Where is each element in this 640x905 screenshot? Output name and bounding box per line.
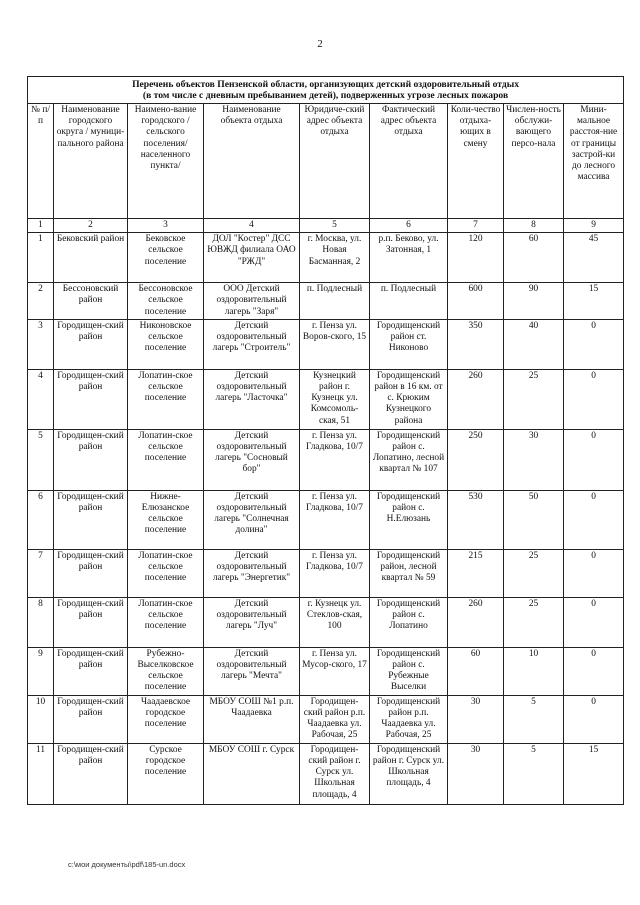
table-cell: 9: [28, 647, 54, 695]
table-cell: Городищен-ский район: [54, 743, 128, 804]
table-cell: 260: [448, 597, 504, 647]
table-cell: 25: [504, 369, 564, 429]
table-cell: Городищенский район г. Сурск ул. Школьная площадь, 4: [370, 743, 448, 804]
header-cell: Наимено-вание городского / сельского поселения/ населенного пункта/: [128, 104, 204, 219]
table-cell: Бековский район: [54, 233, 128, 283]
table-cell: Детский оздоровительный лагерь "Ласточка": [204, 369, 300, 429]
table-row: [28, 319, 624, 369]
table-cell: 0: [564, 490, 624, 549]
table-cell: Городищенский район с. Лопатино: [370, 597, 448, 647]
table-row: [28, 743, 624, 804]
table-cell: Рубежно-Выселковское сельское поселение: [128, 647, 204, 695]
table-cell: 0: [564, 647, 624, 695]
table-cell: Городищен-ский район: [54, 490, 128, 549]
table-cell: Городищен-ский район г. Сурск ул. Школьная площадь, 4: [300, 743, 370, 804]
table-cell: Городищен-ский район: [54, 369, 128, 429]
table-cell: 530: [448, 490, 504, 549]
table-cell: 60: [448, 647, 504, 695]
table-cell: 60: [504, 233, 564, 283]
table-cell: Никоновское сельское поселение: [128, 319, 204, 369]
table-cell: 6: [28, 490, 54, 549]
table-cell: МБОУ СОШ №1 р.п. Чаадаевка: [204, 695, 300, 743]
table-cell: Лопатин-ское сельское поселение: [128, 597, 204, 647]
table-cell: 5: [504, 695, 564, 743]
table-cell: п. Подлесный: [300, 283, 370, 320]
column-number: 4: [204, 219, 300, 233]
table-row: [28, 647, 624, 695]
table-cell: 0: [564, 319, 624, 369]
table-cell: 25: [504, 597, 564, 647]
table-cell: 3: [28, 319, 54, 369]
header-cell: Коли-чество отдыха-ющих в смену: [448, 104, 504, 219]
table-cell: 30: [504, 429, 564, 490]
table-row: [28, 490, 624, 549]
table-cell: Городищенский район с. Н.Елюзань: [370, 490, 448, 549]
table-cell: Нижне-Елюзанское сельское поселение: [128, 490, 204, 549]
table-cell: Чаадаевское городское поселение: [128, 695, 204, 743]
table-cell: Лопатин-ское сельское поселение: [128, 549, 204, 597]
table-cell: 30: [448, 695, 504, 743]
table-cell: 600: [448, 283, 504, 320]
table-cell: г. Пенза ул. Гладкова, 10/7: [300, 549, 370, 597]
table-cell: ООО Детский оздоровительный лагерь "Заря": [204, 283, 300, 320]
table-cell: 250: [448, 429, 504, 490]
table-row: [28, 283, 624, 320]
table-cell: 10: [28, 695, 54, 743]
table-cell: Детский оздоровительный лагерь "Солнечная долина": [204, 490, 300, 549]
table-cell: Кузнецкий район г. Кузнецк ул. Комсомоль-ская, 51: [300, 369, 370, 429]
table-cell: Детский оздоровительный лагерь "Луч": [204, 597, 300, 647]
column-number: 9: [564, 219, 624, 233]
table-cell: 2: [28, 283, 54, 320]
table-row: [28, 695, 624, 743]
table-cell: Городищенский район р.п. Чаадаевка ул. Рабочая, 25: [370, 695, 448, 743]
table-cell: 11: [28, 743, 54, 804]
table-row: [28, 597, 624, 647]
column-number: 2: [54, 219, 128, 233]
table-cell: 15: [564, 283, 624, 320]
header-cell: № п/п: [28, 104, 54, 219]
table-title: [28, 77, 624, 104]
table-cell: 350: [448, 319, 504, 369]
table-cell: МБОУ СОШ г. Сурск: [204, 743, 300, 804]
table-title-line2: (в том числе с дневным пребыванием детей), подверженных угрозе лесных пожаров: [142, 90, 509, 101]
column-number: 8: [504, 219, 564, 233]
table-cell: 40: [504, 319, 564, 369]
table-cell: Городищен-ский район: [54, 647, 128, 695]
table-cell: 0: [564, 429, 624, 490]
table-cell: 5: [28, 429, 54, 490]
column-number: 1: [28, 219, 54, 233]
table-cell: 8: [28, 597, 54, 647]
table-cell: 5: [504, 743, 564, 804]
table-cell: Городищен-ский район р.п. Чаадаевка ул. Рабочая, 25: [300, 695, 370, 743]
table-cell: р.п. Беково, ул. Затонная, 1: [370, 233, 448, 283]
table-cell: Лопатин-ское сельское поселение: [128, 369, 204, 429]
header-cell: Юридиче-ский адрес объекта отдыха: [300, 104, 370, 219]
table-cell: г. Пенза ул. Гладкова, 10/7: [300, 429, 370, 490]
table-cell: 10: [504, 647, 564, 695]
table-row: [28, 549, 624, 597]
page-number: 2: [317, 38, 323, 50]
table-cell: Городищенский район с. Рубежные Выселки: [370, 647, 448, 695]
table-cell: 25: [504, 549, 564, 597]
table-cell: Городищенский район с. Лопатино, лесной квартал № 107: [370, 429, 448, 490]
table-cell: Бессоновский район: [54, 283, 128, 320]
table-cell: 30: [448, 743, 504, 804]
table-cell: 7: [28, 549, 54, 597]
table-cell: 0: [564, 695, 624, 743]
table-cell: Городищен-ский район: [54, 319, 128, 369]
header-cell: Наименование объекта отдыха: [204, 104, 300, 219]
table-title-row: [28, 77, 624, 104]
table-cell: ДОЛ "Костер" ДСС ЮВЖД филиала ОАО "РЖД": [204, 233, 300, 283]
table-cell: 260: [448, 369, 504, 429]
objects-table: [27, 76, 624, 805]
table-cell: Детский оздоровительный лагерь "Строитель": [204, 319, 300, 369]
table-cell: 0: [564, 549, 624, 597]
table-cell: Бековское сельское поселение: [128, 233, 204, 283]
table-cell: Городищен-ский район: [54, 549, 128, 597]
table-cell: Городищен-ский район: [54, 429, 128, 490]
table-title-line1: Перечень объектов Пензенской области, организующих детский оздоровительный отдых: [132, 79, 519, 90]
table-cell: Детский оздоровительный лагерь "Мечта": [204, 647, 300, 695]
table-cell: Городищенский район ст. Никоново: [370, 319, 448, 369]
header-cell: Наименование городского округа / муници-пального района: [54, 104, 128, 219]
table-cell: Детский оздоровительный лагерь "Сосновый бор": [204, 429, 300, 490]
table-cell: г. Кузнецк ул. Стеклов-ская, 100: [300, 597, 370, 647]
table-cell: 0: [564, 369, 624, 429]
table-row: [28, 429, 624, 490]
table-cell: Лопатин-ское сельское поселение: [128, 429, 204, 490]
table-cell: Детский оздоровительный лагерь "Энергетик": [204, 549, 300, 597]
table-cell: п. Подлесный: [370, 283, 448, 320]
file-path-footer: c:\мои документы\pdf\185-un.docx: [68, 860, 186, 869]
table-cell: г. Пенза ул. Гладкова, 10/7: [300, 490, 370, 549]
table-row: [28, 233, 624, 283]
header-cell: Мини-мальное расстоя-ние от границы застрой-ки до лесного массива: [564, 104, 624, 219]
table-cell: г. Пенза ул. Мусор-ского, 17: [300, 647, 370, 695]
table-cell: Сурское городское поселение: [128, 743, 204, 804]
table-cell: 15: [564, 743, 624, 804]
table-cell: г. Пенза ул. Воров-ского, 15: [300, 319, 370, 369]
table-cell: Бессоновское сельское поселение: [128, 283, 204, 320]
table-cell: 45: [564, 233, 624, 283]
table-cell: Городищенский район, лесной квартал № 59: [370, 549, 448, 597]
table-cell: г. Москва, ул. Новая Басманная, 2: [300, 233, 370, 283]
table-cell: Городищенский район в 16 км. от с. Крюким Кузнецкого района: [370, 369, 448, 429]
table-cell: 1: [28, 233, 54, 283]
table-cell: 4: [28, 369, 54, 429]
table-row: [28, 369, 624, 429]
table-cell: 90: [504, 283, 564, 320]
table-cell: 50: [504, 490, 564, 549]
table-cell: Городищен-ский район: [54, 695, 128, 743]
table-cell: 0: [564, 597, 624, 647]
column-number: 3: [128, 219, 204, 233]
column-number: 5: [300, 219, 370, 233]
table-cell: 215: [448, 549, 504, 597]
header-cell: Фактический адрес объекта отдыха: [370, 104, 448, 219]
column-number: 6: [370, 219, 448, 233]
table-cell: 120: [448, 233, 504, 283]
column-number-row: [28, 219, 624, 233]
table-cell: Городищен-ский район: [54, 597, 128, 647]
header-cell: Числен-ность обслужи-вающего персо-нала: [504, 104, 564, 219]
header-row: [28, 104, 624, 219]
column-number: 7: [448, 219, 504, 233]
